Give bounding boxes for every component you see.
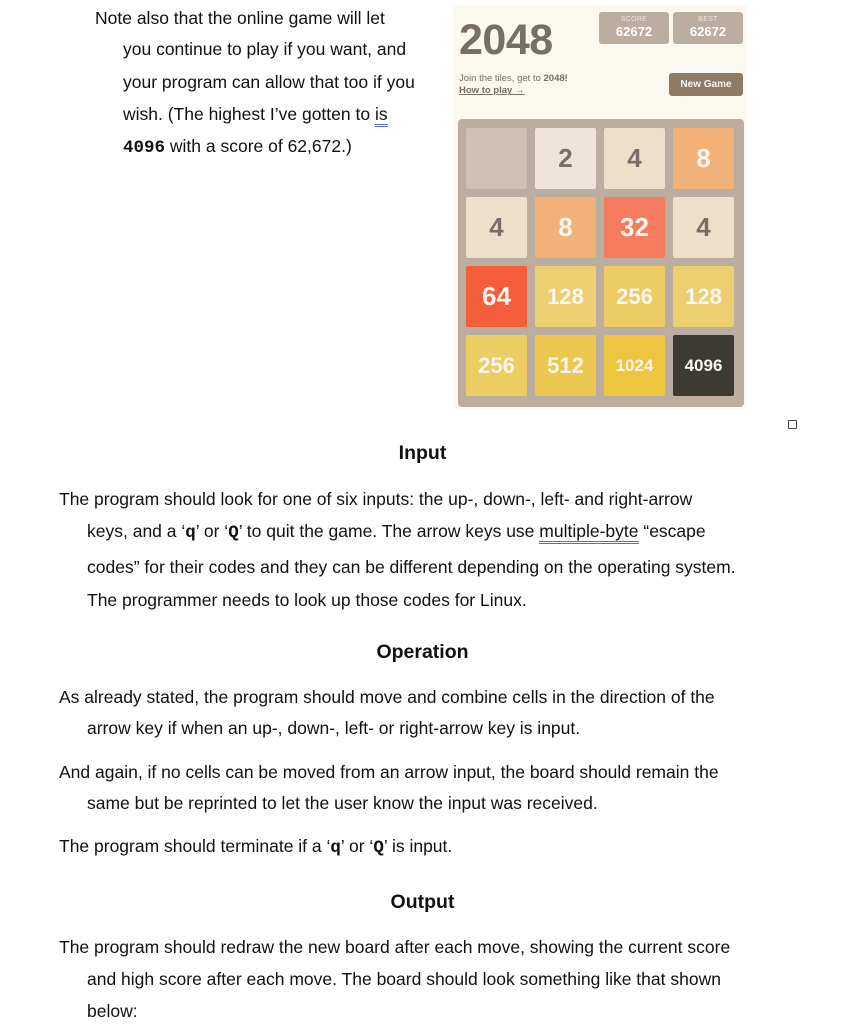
- tile-8: 8: [535, 197, 596, 258]
- tile-4096: 4096: [673, 335, 734, 396]
- score-value: 62672: [615, 24, 653, 39]
- tile-512: 512: [535, 335, 596, 396]
- new-game-button[interactable]: New Game: [669, 73, 743, 96]
- tile-256: 256: [466, 335, 527, 396]
- how-to-play-link[interactable]: How to play →: [459, 85, 525, 97]
- operation-line-4: same but be reprinted to let the user know the input was received.: [87, 793, 598, 813]
- tile-4: 4: [604, 128, 665, 189]
- best-value: 62672: [689, 24, 727, 39]
- input-line-2: keys, and a ‘q’ or ‘Q’ to quit the game. The arrow keys use multiple-byte “escape: [87, 521, 706, 543]
- tile-64: 64: [466, 266, 527, 327]
- operation-line-1: As already stated, the program should move and combine cells in the direction of the: [59, 687, 715, 707]
- game-title: 2048: [459, 16, 553, 64]
- operation-line-2: arrow key if when an up-, down-, left- or right-arrow key is input.: [87, 718, 581, 738]
- intro-line-1: Note also that the online game will let: [95, 8, 385, 28]
- game-board: [458, 119, 744, 407]
- score-label: SCORE: [620, 16, 648, 23]
- tile-8: 8: [673, 128, 734, 189]
- heading-output: Output: [390, 891, 455, 913]
- tile-2: 2: [535, 128, 596, 189]
- output-line-1: The program should redraw the new board after each move, showing the current score: [59, 937, 731, 957]
- tile-1024: 1024: [604, 335, 665, 396]
- tile-4: 4: [466, 197, 527, 258]
- score-box: [599, 12, 669, 44]
- heading-operation: Operation: [376, 641, 469, 663]
- game-intro: Join the tiles, get to 2048! How to play →: [459, 73, 568, 97]
- tile-4: 4: [673, 197, 734, 258]
- grammar-flag-is: is: [375, 104, 388, 127]
- tile-128: 128: [535, 266, 596, 327]
- heading-input: Input: [398, 442, 447, 464]
- input-line-4: The programmer needs to look up those codes for Linux.: [87, 590, 527, 610]
- operation-line-5: The program should terminate if a ‘q’ or ‘Q’ is input.: [59, 836, 453, 858]
- grammar-flag-multiple-byte: multiple-byte: [539, 521, 638, 544]
- best-label: BEST: [698, 16, 718, 23]
- output-line-3: below:: [87, 1001, 138, 1021]
- checkbox[interactable]: [788, 420, 797, 429]
- tile-empty: [466, 128, 527, 189]
- intro-line-3: your program can allow that too if you: [123, 72, 415, 92]
- tile-128: 128: [673, 266, 734, 327]
- input-line-1: The program should look for one of six inputs: the up-, down-, left- and right-arrow: [59, 489, 693, 509]
- intro-line-2: you continue to play if you want, and: [123, 39, 407, 59]
- output-line-2: and high score after each move. The board should look something like that shown: [87, 969, 721, 989]
- intro-line-5: 4096 with a score of 62,672.): [123, 136, 352, 158]
- best-box: [673, 12, 743, 44]
- input-line-3: codes” for their codes and they can be different depending on the operating system.: [87, 557, 736, 577]
- intro-line-4: wish. (The highest I’ve gotten to is: [123, 104, 388, 124]
- tile-256: 256: [604, 266, 665, 327]
- code-4096: 4096: [123, 138, 166, 158]
- tile-32: 32: [604, 197, 665, 258]
- operation-line-3: And again, if no cells can be moved from an arrow input, the board should remain the: [59, 762, 719, 782]
